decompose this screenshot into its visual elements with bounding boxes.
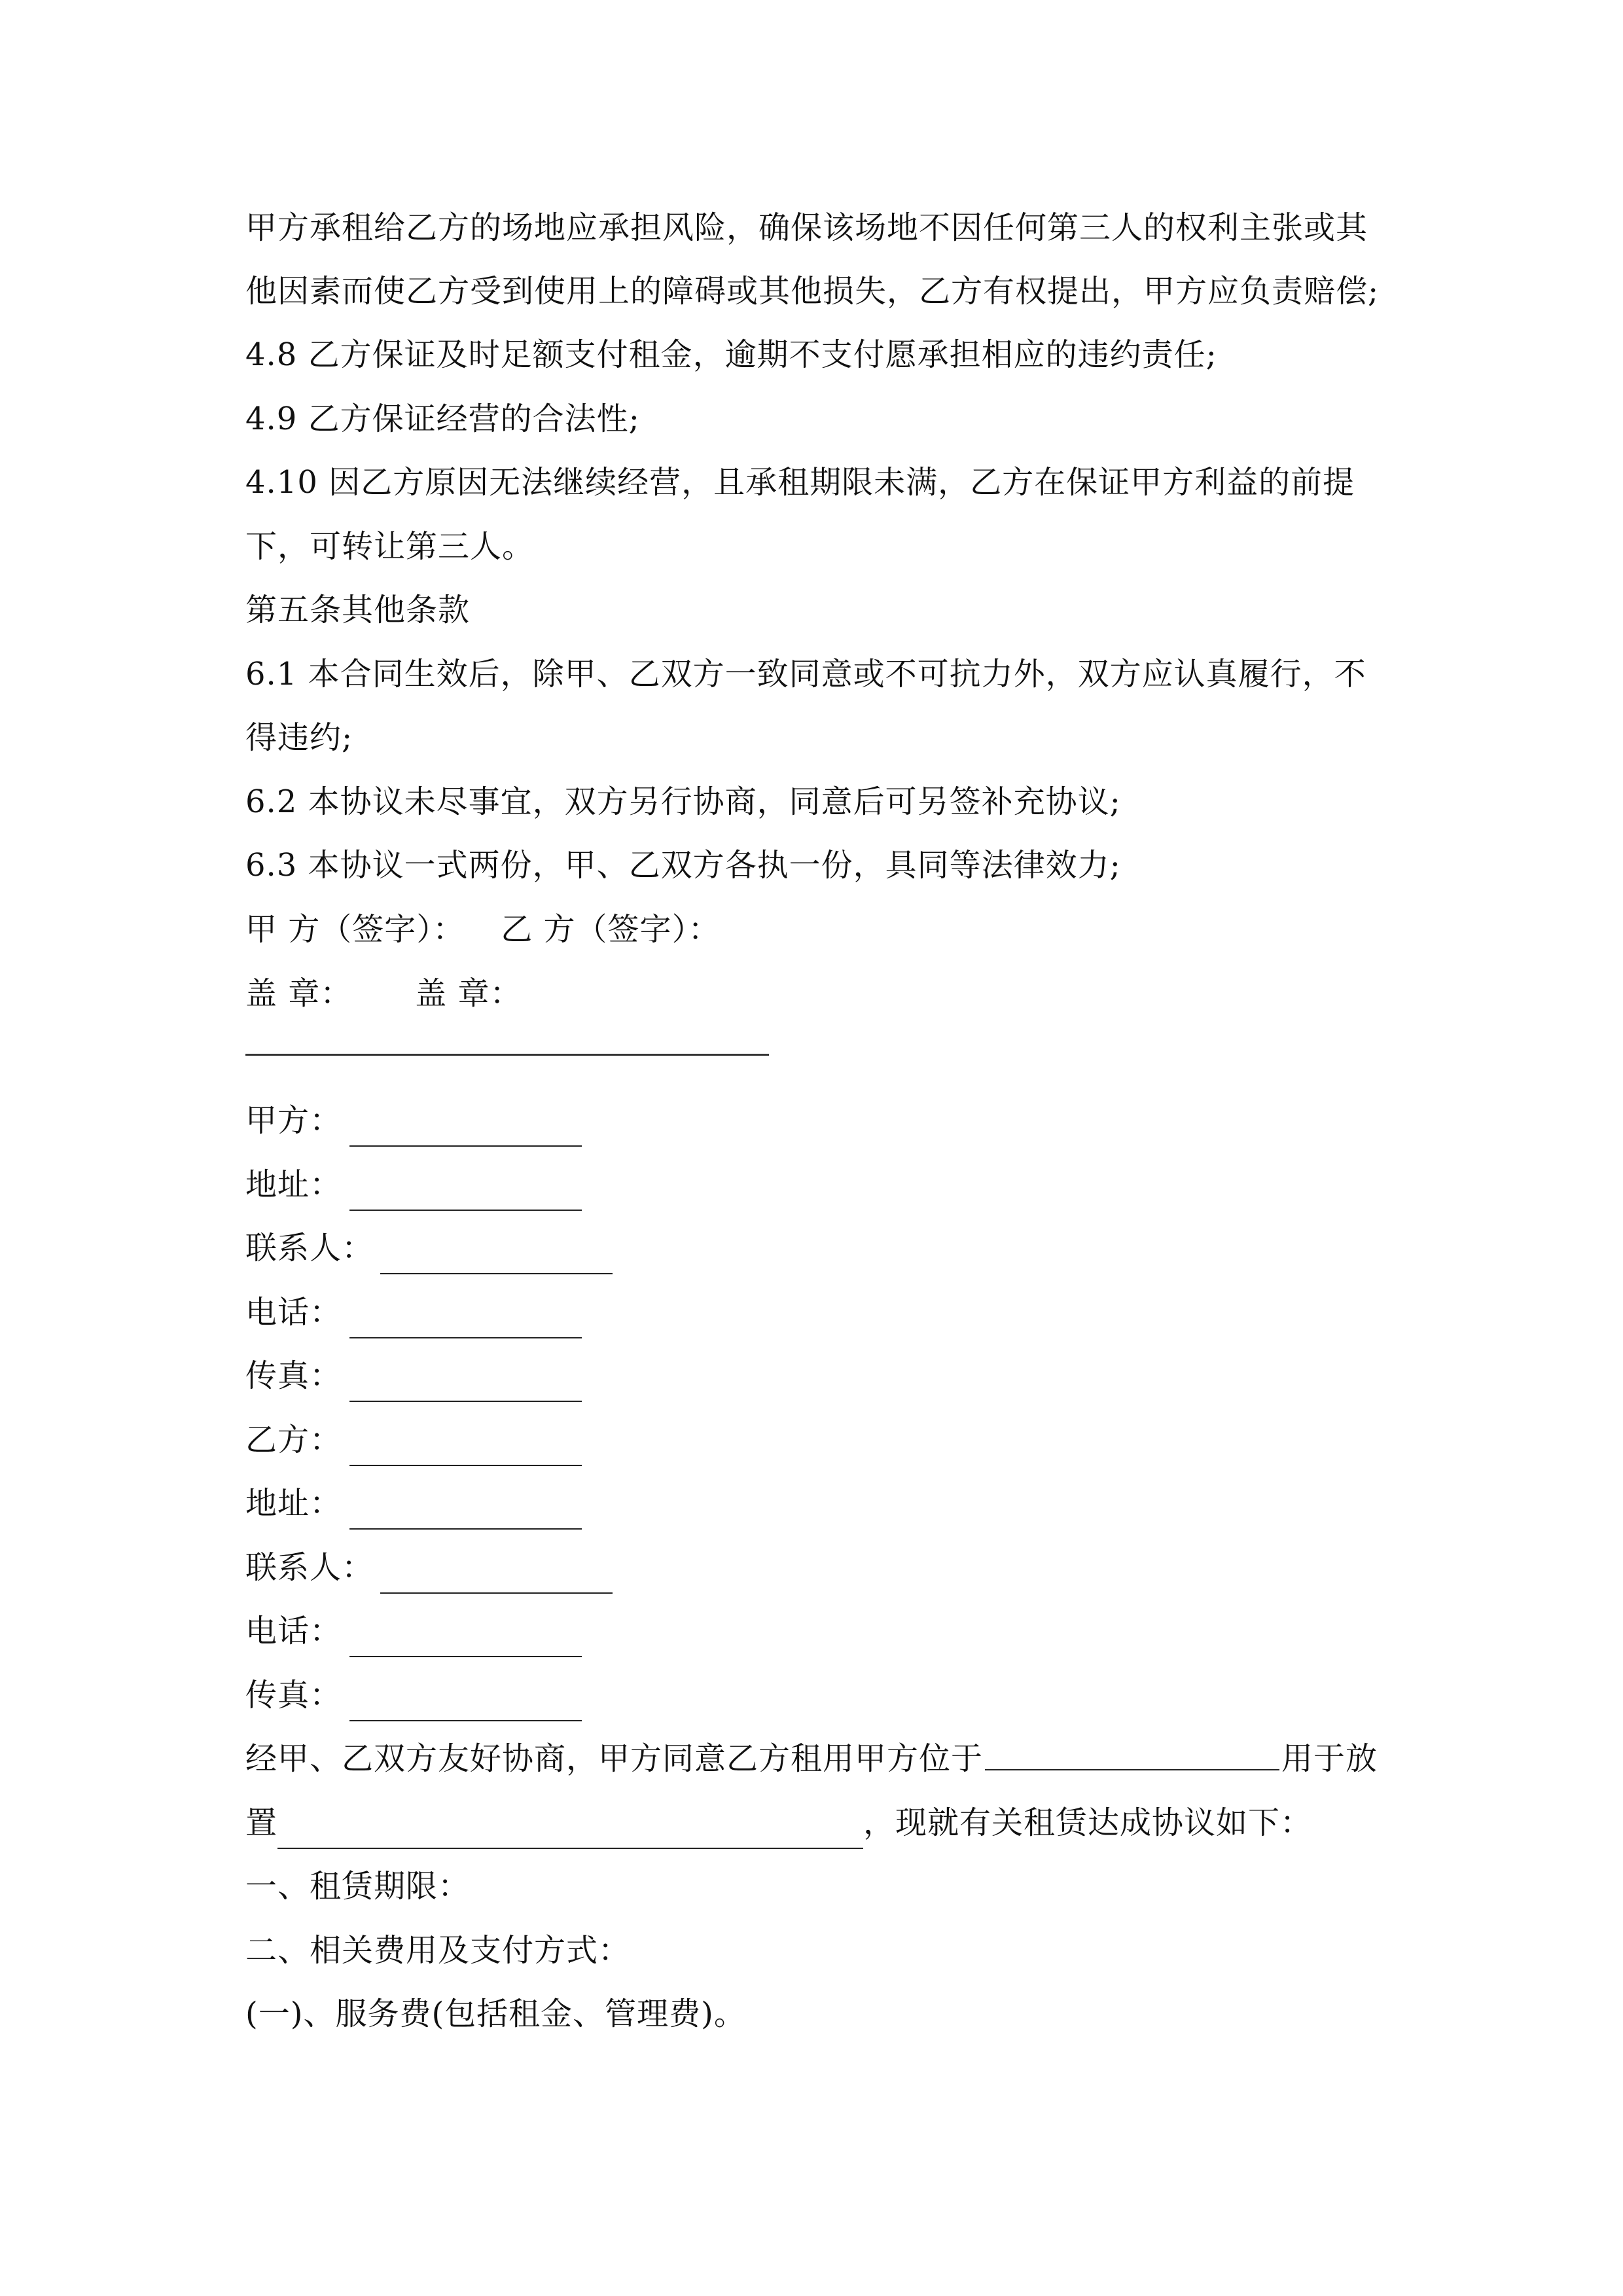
party-a-contact-label: 联系人： [245,1230,374,1266]
article-five-heading: 第五条其他条款 [245,592,471,628]
clause-6-1-text-1: 6.1 本合同生效后，除甲、乙双方一致同意或不可抗力外，双方应认真履行，不 [245,656,1366,692]
risk-clause-text-2: 他因素而使乙方受到使用上的障碍或其他损失，乙方有权提出，甲方应负责赔偿; [245,273,1380,310]
agreement-place-prefix: 置 [245,1804,278,1841]
signature-line [245,903,721,956]
party-b-seal-label: 盖 章： [415,975,522,1012]
service-fee-heading: (一)、服务费(包括租金、管理费)。 [245,1996,746,2032]
party-a-address-blank [349,1173,582,1211]
section-divider-rule [245,1054,769,1056]
party-b-signature-label: 乙 方（签字）： [501,911,721,948]
party-b-address-blank [349,1492,582,1530]
agreement-place-line [245,1797,1312,1849]
placement-use-blank [277,1811,863,1849]
party-a-name-label: 甲方： [245,1102,342,1139]
party-b-phone-label: 电话： [245,1613,342,1649]
party-b-contact-blank [380,1556,613,1594]
party-a-address-row [245,1158,582,1211]
party-a-signature-label: 甲 方（签字）： [245,911,465,948]
party-a-address-label: 地址： [245,1166,342,1203]
clause-4-8: 4.8 乙方保证及时足额支付租金，逾期不支付愿承担相应的违约责任; [245,336,1217,373]
party-a-fax-label: 传真： [245,1357,342,1394]
risk-clause-line-2 [245,265,1378,317]
party-b-phone-blank [349,1619,582,1657]
clause-6-1-line-1 [245,648,1378,700]
party-b-name-blank [349,1428,582,1466]
clause-4-10-text-1: 4.10 因乙方原因无法继续经营，且承租期限未满，乙方在保证甲方利益的前提 [245,464,1355,501]
clause-6-3: 6.3 本协议一式两份，甲、乙双方各执一份，具同等法律效力; [245,847,1121,884]
party-b-contact-label: 联系人： [245,1549,374,1586]
party-b-fax-row [245,1669,582,1721]
fees-heading: 二、相关费用及支付方式： [245,1932,631,1969]
agreement-intro-suffix: 用于放 [1281,1740,1378,1777]
agreement-intro-line [245,1732,1378,1785]
risk-clause-line-1 [245,202,1378,254]
party-b-name-label: 乙方： [245,1422,342,1458]
party-a-fax-blank [349,1364,582,1402]
risk-clause-text-1: 甲方承租给乙方的场地应承担风险，确保该场地不因任何第三人的权利主张或其 [245,209,1368,246]
location-blank [985,1732,1279,1770]
party-b-address-row [245,1477,582,1530]
party-a-name-row [245,1094,582,1147]
party-b-name-row [245,1414,582,1466]
clause-4-10-line-1 [245,456,1378,509]
party-b-address-label: 地址： [245,1485,342,1522]
party-b-contact-row [245,1541,613,1594]
party-a-seal-label: 盖 章： [245,975,353,1012]
agreement-intro-prefix: 经甲、乙双方友好协商，甲方同意乙方租用甲方位于 [245,1740,984,1777]
lease-term-heading: 一、租赁期限： [245,1868,471,1905]
clause-4-10-line-2: 下，可转让第三人。 [245,528,535,565]
party-a-phone-label: 电话： [245,1294,342,1331]
party-a-name-blank [349,1109,582,1147]
party-b-fax-blank [349,1683,582,1721]
party-b-phone-row [245,1605,582,1657]
party-a-phone-blank [349,1300,582,1338]
party-b-fax-label: 传真： [245,1677,342,1713]
agreement-place-suffix: ，现就有关租赁达成协议如下： [863,1804,1313,1841]
party-a-contact-row [245,1222,613,1274]
party-a-contact-blank [380,1236,613,1274]
clause-6-1-line-2: 得违约; [245,719,353,756]
clause-4-9: 4.9 乙方保证经营的合法性; [245,401,640,437]
seal-line [245,967,522,1020]
party-a-fax-row [245,1350,582,1402]
clause-6-2: 6.2 本协议未尽事宜，双方另行协商，同意后可另签补充协议; [245,783,1121,820]
party-a-phone-row [245,1286,582,1338]
